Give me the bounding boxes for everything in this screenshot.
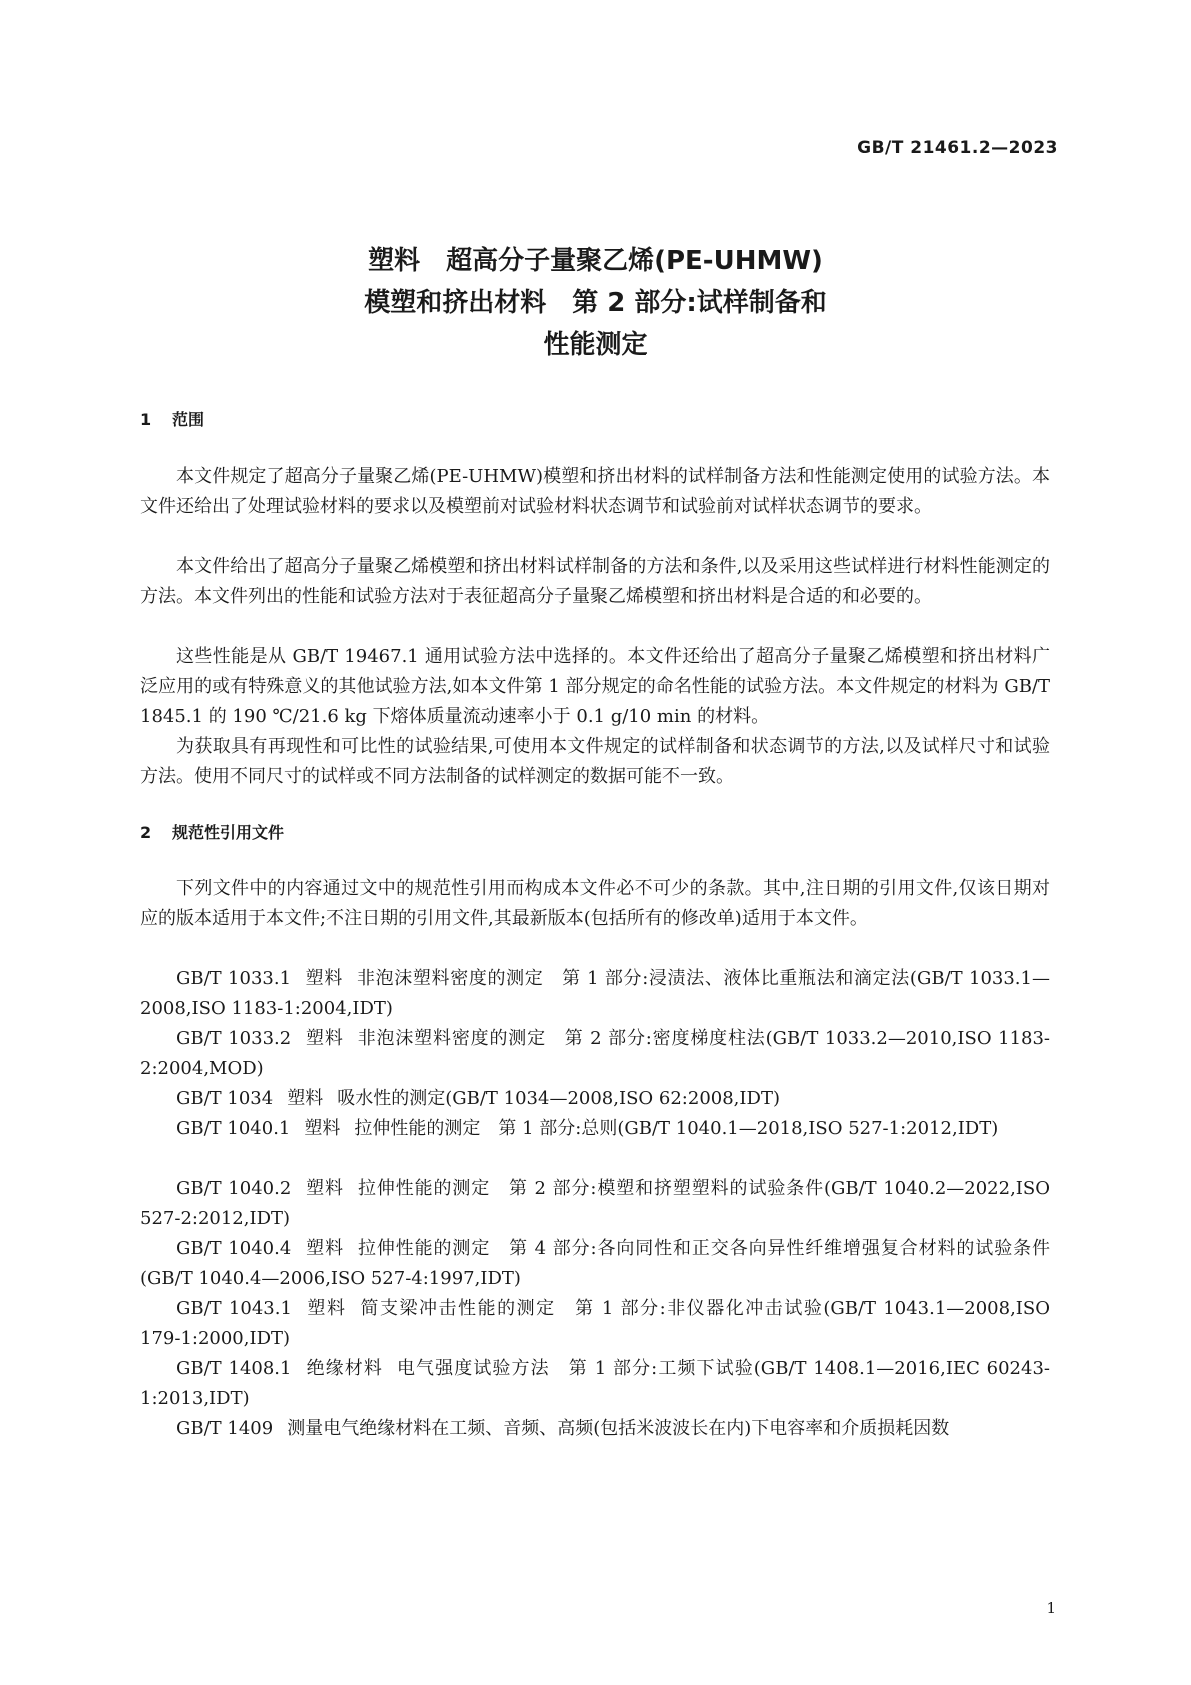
title-line: 塑料 超高分子量聚乙烯(PE-UHMW) xyxy=(368,246,823,276)
reference-code: GB/T 1043.1 xyxy=(176,1298,292,1319)
reference-text: 拉伸性能的测定 第 4 部分:各向同性和正交各向异性纤维增强复合材料的试验条件(GB/T 1040.4—2006,ISO 527-4:1997,IDT) xyxy=(140,1238,1050,1289)
reference-text: 非泡沫塑料密度的测定 第 1 部分:浸渍法、液体比重瓶法和滴定法(GB/T 1033.1—2008,ISO 1183-1:2004,IDT) xyxy=(140,968,1050,1019)
paragraph: 本文件规定了超高分子量聚乙烯(PE-UHMW)模塑和挤出材料的试样制备方法和性能测定使用的试验方法。本文件还给出了处理试验材料的要求以及模塑前对试验材料状态调节和试验前对试样状态调节的要求。 xyxy=(140,466,1050,517)
reference-text: 拉伸性能的测定 第 1 部分:总则(GB/T 1040.1—2018,ISO 527-1:2012,IDT) xyxy=(354,1118,999,1139)
paragraph: 这些性能是从 GB/T 19467.1 通用试验方法中选择的。本文件还给出了超高分子量聚乙烯模塑和挤出材料广泛应用的或有特殊意义的其他试验方法,如本文件第 1 部分规定的命名性能的试验方法。本文件规定的材料为 GB/T 1845.1 的 190 ℃/21.6 kg 下熔体质量流动速率小于 0.1 g/10 min 的材料。 xyxy=(140,646,1050,727)
section-number: 2 xyxy=(140,823,152,842)
document-title xyxy=(0,240,1191,366)
reference-name: 塑料 xyxy=(305,968,343,989)
reference-name: 塑料 xyxy=(304,1118,341,1139)
reference-text: 简支梁冲击性能的测定 第 1 部分:非仪器化冲击试验(GB/T 1043.1—2008,ISO 179-1:2000,IDT) xyxy=(140,1298,1051,1349)
reference-code: GB/T 1409 xyxy=(176,1418,274,1439)
reference-code: GB/T 1033.1 xyxy=(176,968,292,989)
section-1-heading xyxy=(140,407,204,430)
reference-item xyxy=(140,1354,1050,1414)
reference-text: 拉伸性能的测定 第 2 部分:模塑和挤塑塑料的试验条件(GB/T 1040.2—2022,ISO 527-2:2012,IDT) xyxy=(140,1178,1051,1229)
reference-code: GB/T 1040.2 xyxy=(176,1178,292,1199)
section-title: 规范性引用文件 xyxy=(172,823,285,842)
reference-name: 塑料 xyxy=(287,1088,324,1109)
reference-name: 塑料 xyxy=(305,1298,347,1319)
reference-name: 塑料 xyxy=(305,1238,344,1259)
page-number: 1 xyxy=(1046,1599,1056,1617)
reference-code: GB/T 1034 xyxy=(176,1088,274,1109)
paragraph: 为获取具有再现性和可比性的试验结果,可使用本文件规定的试样制备和状态调节的方法,以及试样尺寸和试验方法。使用不同尺寸的试样或不同方法制备的试样测定的数据可能不一致。 xyxy=(140,736,1050,787)
title-line: 模塑和挤出材料 第 2 部分:试样制备和 xyxy=(364,288,827,318)
reference-name: 绝缘材料 xyxy=(305,1358,383,1379)
reference-text: 非泡沫塑料密度的测定 第 2 部分:密度梯度柱法(GB/T 1033.2—2010,ISO 1183-2:2004,MOD) xyxy=(140,1028,1051,1079)
title-line: 性能测定 xyxy=(543,330,648,360)
section-number: 1 xyxy=(140,410,152,429)
reference-code: GB/T 1033.2 xyxy=(176,1028,292,1049)
paragraph: 下列文件中的内容通过文中的规范性引用而构成本文件必不可少的条款。其中,注日期的引用文件,仅该日期对应的版本适用于本文件;不注日期的引用文件,其最新版本(包括所有的修改单)适用于本文件。 xyxy=(140,878,1050,929)
reference-item xyxy=(140,1174,1050,1234)
document-number: GB/T 21461.2—2023 xyxy=(857,138,1058,158)
reference-code: GB/T 1408.1 xyxy=(176,1358,292,1379)
reference-text: 测量电气绝缘材料在工频、音频、高频(包括米波波长在内)下电容率和介质损耗因数 xyxy=(287,1418,950,1439)
reference-code: GB/T 1040.4 xyxy=(176,1238,292,1259)
reference-text: 电气强度试验方法 第 1 部分:工频下试验(GB/T 1408.1—2016,IEC 60243-1:2013,IDT) xyxy=(140,1358,1050,1409)
reference-name: 塑料 xyxy=(305,1028,344,1049)
paragraph: 本文件给出了超高分子量聚乙烯模塑和挤出材料试样制备的方法和条件,以及采用这些试样进行材料性能测定的方法。本文件列出的性能和试验方法对于表征超高分子量聚乙烯模塑和挤出材料是合适的和必要的。 xyxy=(140,556,1050,607)
reference-item xyxy=(140,1084,1050,1114)
reference-item xyxy=(140,1414,1050,1444)
reference-item xyxy=(140,1114,1050,1144)
reference-text: 吸水性的测定(GB/T 1034—2008,ISO 62:2008,IDT) xyxy=(337,1088,780,1109)
reference-item xyxy=(140,1024,1050,1084)
section-title: 范围 xyxy=(172,410,205,429)
reference-item xyxy=(140,964,1050,1024)
reference-item xyxy=(140,1294,1050,1354)
reference-item xyxy=(140,1234,1050,1294)
section-2-heading xyxy=(140,820,284,843)
reference-name: 塑料 xyxy=(305,1178,344,1199)
reference-code: GB/T 1040.1 xyxy=(176,1118,291,1139)
